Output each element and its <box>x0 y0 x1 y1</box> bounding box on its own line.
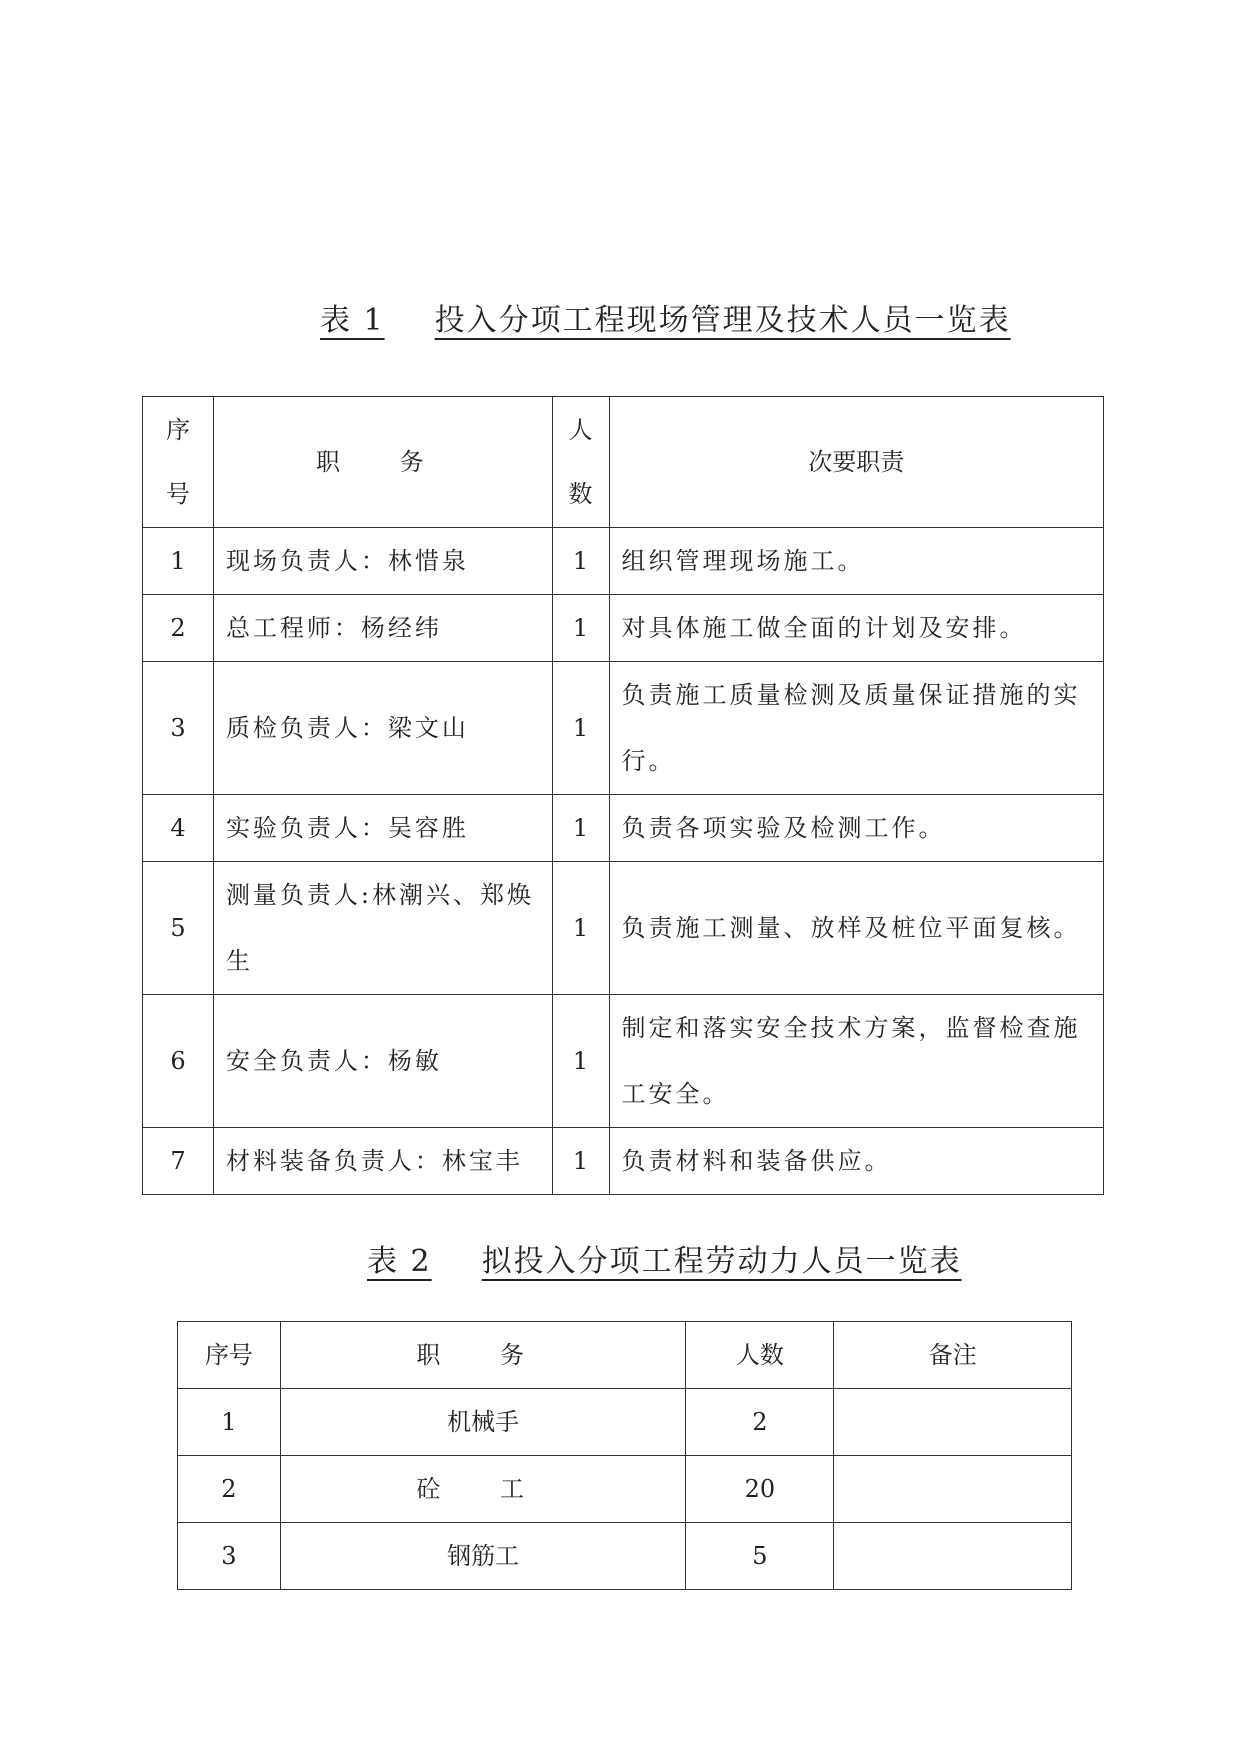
cell-seq: 5 <box>143 862 214 995</box>
cell-role: 总工程师：杨经纬 <box>213 595 552 662</box>
cell-count: 20 <box>686 1456 834 1523</box>
cell-role: 安全负责人：杨敏 <box>213 995 552 1128</box>
header-seq: 序号 <box>143 397 214 528</box>
cell-role: 材料装备负责人：林宝丰 <box>213 1128 552 1195</box>
table1-title-number: 表 1 <box>320 303 385 338</box>
table-row <box>143 995 1104 1128</box>
cell-count: 1 <box>552 795 609 862</box>
table-row <box>143 862 1104 995</box>
table-row <box>143 595 1104 662</box>
cell-seq: 2 <box>143 595 214 662</box>
table-header-row <box>178 1322 1072 1389</box>
cell-role: 质检负责人：梁文山 <box>213 662 552 795</box>
header-count: 人数 <box>686 1322 834 1389</box>
header-seq: 序号 <box>178 1322 281 1389</box>
cell-duty: 负责施工质量检测及质量保证措施的实行。 <box>609 662 1103 795</box>
table-row <box>143 528 1104 595</box>
cell-duty: 对具体施工做全面的计划及安排。 <box>609 595 1103 662</box>
cell-count: 1 <box>552 662 609 795</box>
cell-seq: 1 <box>143 528 214 595</box>
table2-title <box>367 1236 962 1280</box>
cell-seq: 7 <box>143 1128 214 1195</box>
table2-title-number: 表 2 <box>367 1244 432 1279</box>
cell-duty: 负责材料和装备供应。 <box>609 1128 1103 1195</box>
cell-note <box>834 1389 1072 1456</box>
cell-count: 5 <box>686 1523 834 1590</box>
table-row <box>143 662 1104 795</box>
table-row <box>178 1456 1072 1523</box>
cell-role: 钢筋工 <box>280 1523 686 1590</box>
cell-role: 砼 工 <box>280 1456 686 1523</box>
labor-staff-table <box>177 1321 1072 1590</box>
table1-title <box>320 295 1011 339</box>
cell-seq: 1 <box>178 1389 281 1456</box>
cell-duty: 组织管理现场施工。 <box>609 528 1103 595</box>
table-row <box>143 1128 1104 1195</box>
cell-seq: 3 <box>178 1523 281 1590</box>
table1-title-text: 投入分项工程现场管理及技术人员一览表 <box>434 303 1011 338</box>
header-role: 职 务 <box>280 1322 686 1389</box>
table-row <box>178 1389 1072 1456</box>
table-header-row <box>143 397 1104 528</box>
cell-count: 1 <box>552 1128 609 1195</box>
cell-role: 实验负责人：吴容胜 <box>213 795 552 862</box>
table-row <box>178 1523 1072 1590</box>
cell-duty: 制定和落实安全技术方案，监督检查施工安全。 <box>609 995 1103 1128</box>
cell-role: 机械手 <box>280 1389 686 1456</box>
cell-count: 2 <box>686 1389 834 1456</box>
cell-duty: 负责各项实验及检测工作。 <box>609 795 1103 862</box>
table2-title-text: 拟投入分项工程劳动力人员一览表 <box>481 1244 962 1279</box>
table-row <box>143 795 1104 862</box>
cell-note <box>834 1456 1072 1523</box>
cell-seq: 4 <box>143 795 214 862</box>
cell-note <box>834 1523 1072 1590</box>
cell-count: 1 <box>552 862 609 995</box>
cell-seq: 6 <box>143 995 214 1128</box>
header-role: 职 务 <box>213 397 552 528</box>
header-count: 人数 <box>552 397 609 528</box>
cell-seq: 2 <box>178 1456 281 1523</box>
cell-role: 现场负责人：林惜泉 <box>213 528 552 595</box>
cell-count: 1 <box>552 995 609 1128</box>
cell-duty: 负责施工测量、放样及桩位平面复核。 <box>609 862 1103 995</box>
management-staff-table <box>142 396 1104 1195</box>
header-note: 备注 <box>834 1322 1072 1389</box>
cell-count: 1 <box>552 595 609 662</box>
cell-seq: 3 <box>143 662 214 795</box>
cell-count: 1 <box>552 528 609 595</box>
cell-role: 测量负责人:林潮兴、郑焕生 <box>213 862 552 995</box>
header-duty: 次要职责 <box>609 397 1103 528</box>
